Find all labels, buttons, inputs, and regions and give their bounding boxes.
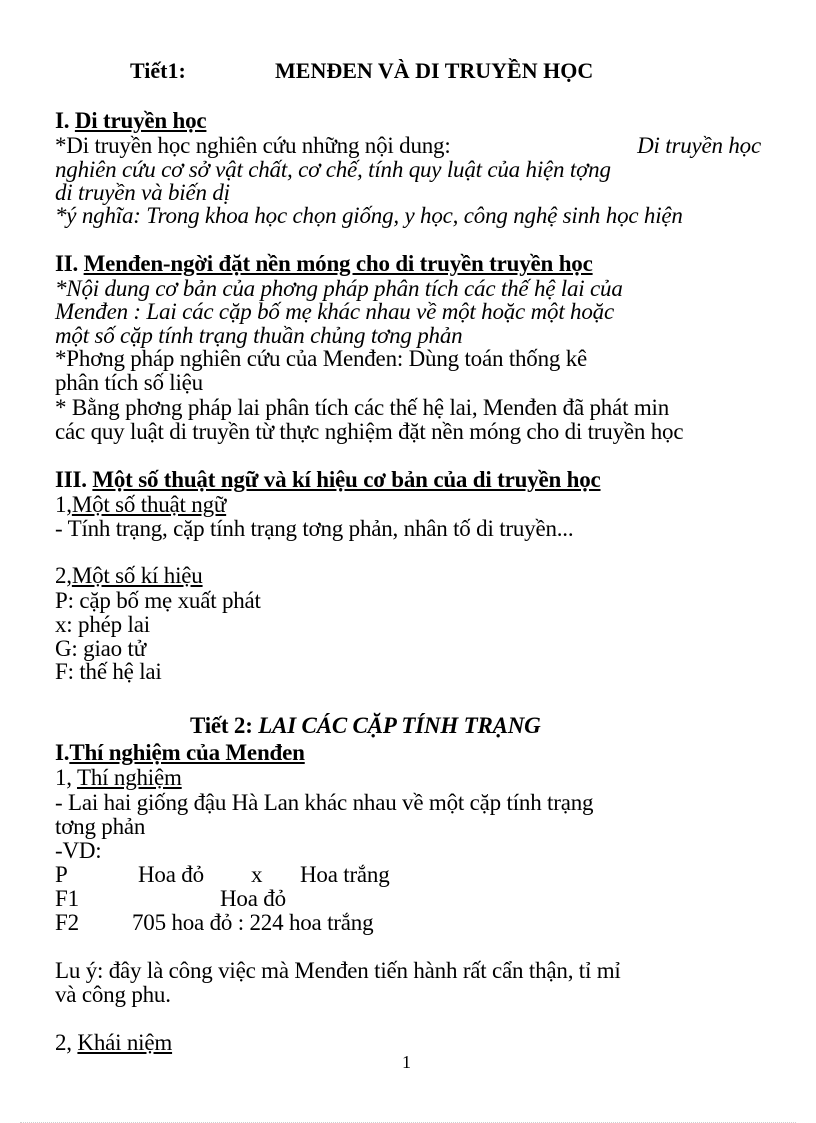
section-1-line-1: *Di truyền học nghiên cứu những nội dung: Di truyền học [55, 133, 761, 158]
section-3-heading: III. Một số thuật ngữ và kí hiệu cơ bản của di truyền học [55, 467, 601, 492]
lesson-2-title: Tiết 2: LAI CÁC CẶP TÍNH TRẠNG [190, 713, 541, 738]
cross-row-f1: F1 Hoa đỏ [55, 886, 286, 911]
section-2-heading: II. Menđen-ngời đặt nền móng cho di truyền truyền học [55, 251, 593, 276]
cross-row-p: P Hoa đỏ x Hoa trắng [55, 862, 390, 887]
lesson-2-sub1-heading: 1, Thí nghiệm [55, 765, 182, 790]
lesson-label: Tiết1: [130, 58, 186, 83]
section-2-line-6: * Bằng phơng pháp lai phân tích các thế hệ lai, Menđen đã phát min [55, 395, 670, 420]
section-3-sub2-heading: 2,Một số kí hiệu [55, 563, 203, 588]
lesson-heading: MENĐEN VÀ DI TRUYỀN HỌC [275, 58, 594, 83]
section-2-line-4: *Phơng pháp nghiên cứu của Menđen: Dùng toán thống kê [55, 346, 588, 371]
symbol-item: P: cặp bố mẹ xuất phát [55, 588, 261, 613]
lesson-2-line-2: tơng phản [55, 814, 146, 839]
lesson-2-line-1: - Lai hai giống đậu Hà Lan khác nhau về một cặp tính trạng [55, 790, 594, 815]
page-number: 1 [402, 1052, 411, 1072]
note-line-2: và công phu. [55, 982, 171, 1007]
lesson-2-section-1-heading: I.Thí nghiệm của Menđen [55, 740, 305, 765]
symbol-item: x: phép lai [55, 612, 150, 637]
lesson-title [0, 58, 816, 88]
section-1-heading: I. Di truyền học [55, 108, 207, 133]
cross-row-f2: F2 705 hoa đỏ : 224 hoa trắng [55, 910, 374, 935]
lesson-2-sub2-heading: 2, Khái niệm [55, 1030, 173, 1055]
section-2-line-5: phân tích số liệu [55, 370, 203, 395]
section-2-line-2: Menđen : Lai các cặp bố mẹ khác nhau về một hoặc một hoặc [55, 299, 614, 324]
section-1-line-3: di truyền và biến dị [55, 180, 230, 205]
lesson-2-line-3: -VD: [55, 838, 102, 863]
section-1-line-4: *ý nghĩa: Trong khoa học chọn giống, y học, công nghệ sinh học hiện [55, 203, 683, 228]
section-3-sub1-text: - Tính trạng, cặp tính trạng tơng phản, nhân tố di truyền... [55, 516, 574, 541]
note-line-1: Lu ý: đây là công việc mà Menđen tiến hành rất cẩn thận, tỉ mỉ [55, 958, 621, 983]
section-3-sub1-heading: 1,Một số thuật ngữ [55, 492, 227, 517]
symbol-item: G: giao tử [55, 636, 146, 661]
section-2-line-1: *Nội dung cơ bản của phơng pháp phân tích các thế hệ lai của [55, 276, 623, 301]
section-2-line-7: các quy luật di truyền từ thực nghiệm đặt nền móng cho di truyền học [55, 419, 684, 444]
section-1-line-2: nghiên cứu cơ sở vật chất, cơ chế, tính quy luật của hiện tợng [55, 157, 611, 182]
section-2-line-3: một số cặp tính trạng thuần chủng tơng phản [55, 323, 463, 348]
symbol-item: F: thế hệ lai [55, 659, 162, 684]
